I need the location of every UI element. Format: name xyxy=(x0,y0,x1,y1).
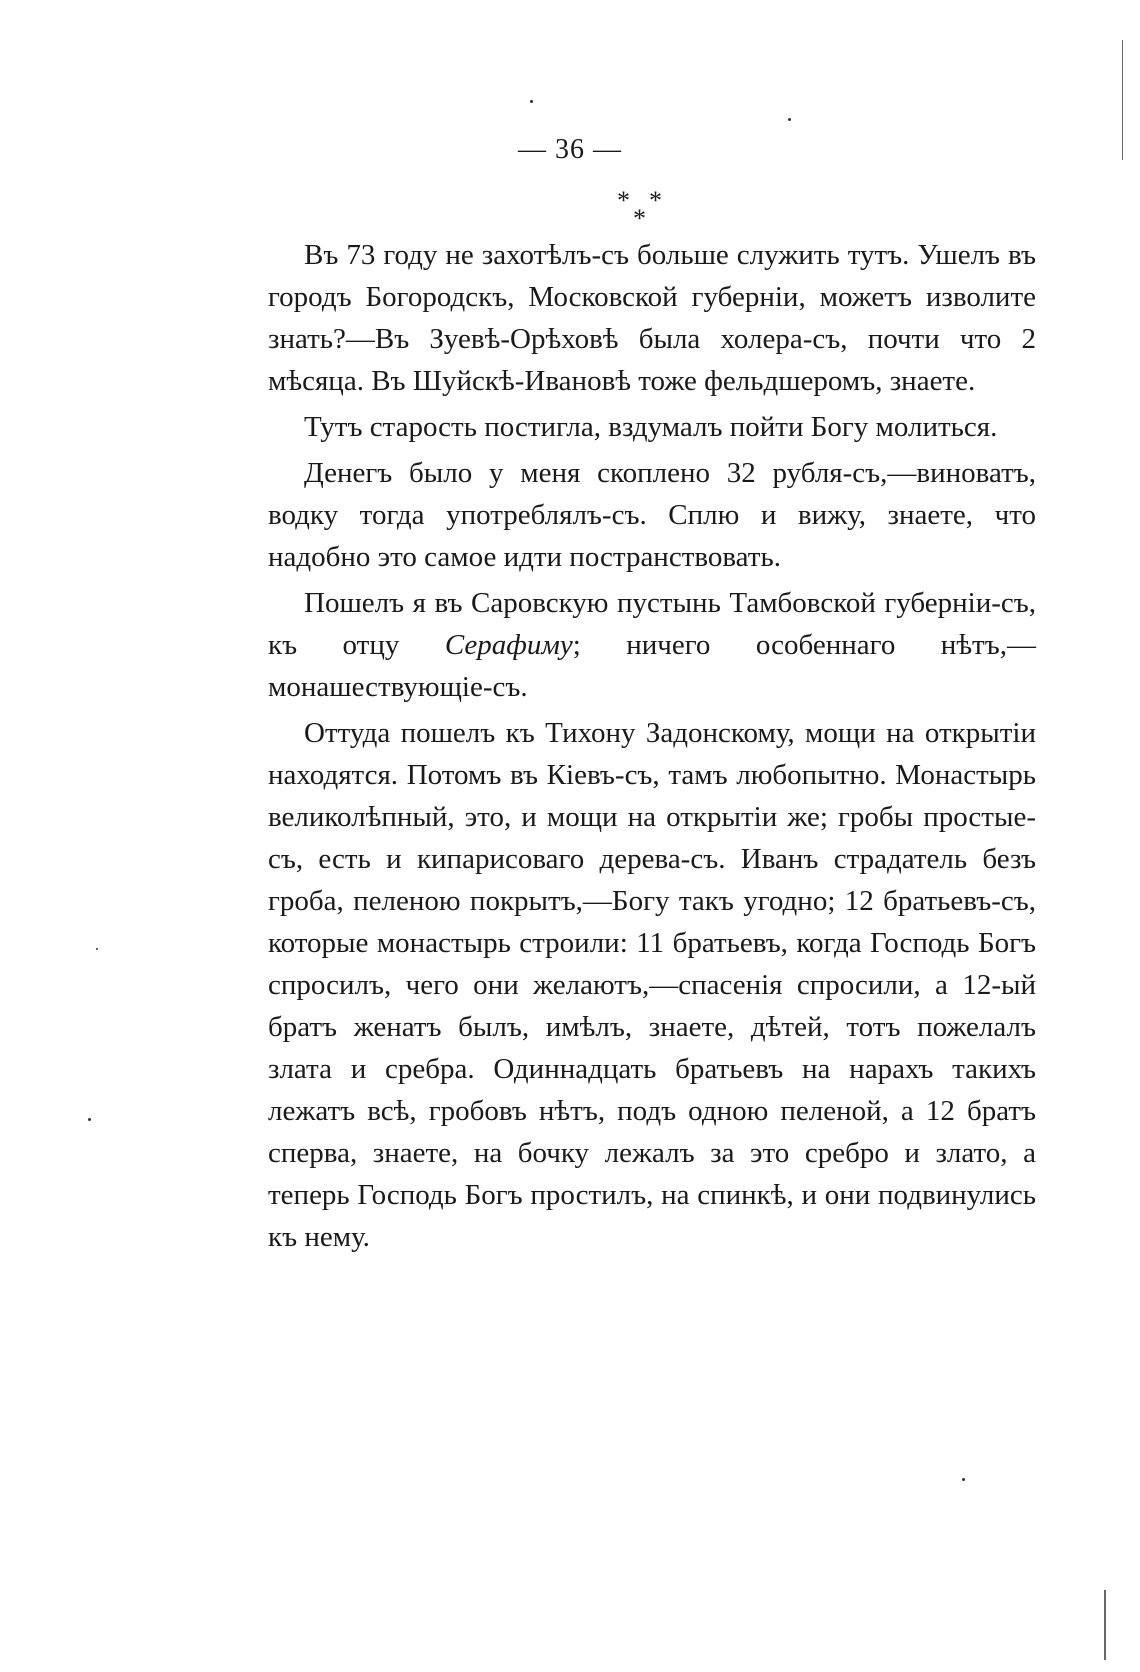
italic-name: Серафиму xyxy=(444,629,573,661)
scan-edge-line xyxy=(1122,40,1123,160)
paragraph xyxy=(268,582,1036,708)
scan-speck xyxy=(96,948,98,950)
scan-speck xyxy=(88,1118,91,1121)
asterisk-mark: * xyxy=(617,186,630,215)
asterisk-mark: * xyxy=(633,204,646,233)
asterisk-mark: * xyxy=(649,186,662,215)
paragraph: Тутъ старость постигла, вздумалъ пойти Богу молиться. xyxy=(304,411,998,443)
scan-speck xyxy=(962,1478,965,1481)
paragraph: Въ 73 году не захотѣлъ-съ больше служить тутъ. Ушелъ въ городъ Богородскъ, Московской губерніи, можетъ изволите знать?—Въ Зуевѣ-Орѣховѣ была холера-съ, почти что 2 мѣсяца. Въ Шуйскѣ-Ивановѣ тоже фельдшеромъ, знаете. xyxy=(268,239,1036,397)
scan-speck xyxy=(788,118,791,121)
paragraph-text: Пошелъ я въ Саровскую пустынь Тамбовской губерніи-съ, къ отцу xyxy=(268,587,1036,661)
section-asterism xyxy=(617,186,677,233)
paragraph: Денегъ было у меня скоплено 32 рубля-съ,—виноватъ, водку тогда употреблялъ-съ. Сплю и вижу, знаете, что надобно это самое идти постранствовать. xyxy=(268,457,1036,573)
body-text xyxy=(268,234,1036,1262)
paragraph-text: ; ничего особеннаго нѣтъ,—монашествующіе-съ. xyxy=(268,629,1036,703)
page-number: — 36 — xyxy=(518,134,622,165)
paragraph: Оттуда пошелъ къ Тихону Задонскому, мощи на открытіи находятся. Потомъ въ Кіевъ-съ, тамъ любопытно. Монастырь великолѣпный, это, и мощи на открытіи же; гробы простые-съ, есть и кипарисоваго дерева-съ. Иванъ страдатель безъ гроба, пеленою покрытъ,—Богу такъ угодно; 12 братьевъ-съ, которые монастырь строили: 11 братьевъ, когда Господь Богъ спросилъ, чего они желаютъ,—спасенія спросили, а 12-ый братъ женатъ былъ, имѣлъ, знаете, дѣтей, тотъ пожелалъ злата и сребра. Одиннадцать братьевъ на нарахъ такихъ лежатъ всѣ, гробовъ нѣтъ, подъ одною пеленой, а 12 братъ сперва, знаете, на бочку лежалъ за это сребро и злато, а теперь Господь Богъ простилъ, на спинкѣ, и они подвинулись къ нему. xyxy=(268,717,1036,1253)
scan-edge-line xyxy=(1104,1590,1106,1660)
scan-speck xyxy=(530,100,533,103)
